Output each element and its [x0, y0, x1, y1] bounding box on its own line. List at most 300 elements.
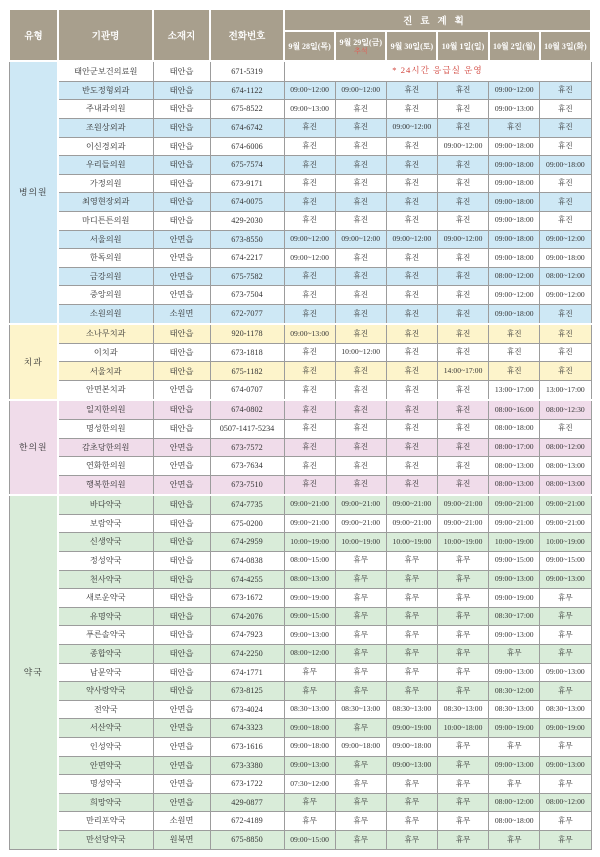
time-cell: 휴진: [386, 362, 437, 381]
time-cell: 09:00~18:00: [284, 737, 335, 756]
date-header-2: [386, 31, 437, 61]
name-cell: 유명약국: [58, 607, 153, 626]
time-cell: 휴진: [386, 324, 437, 343]
time-cell: 09:00~13:00: [540, 663, 591, 682]
section-type-cell: 치과: [9, 324, 58, 400]
time-cell: 09:00~12:00: [437, 230, 488, 249]
date-header-0: [284, 31, 335, 61]
time-cell: 휴진: [335, 100, 386, 119]
time-cell: 휴진: [386, 137, 437, 156]
time-cell: 휴무: [386, 682, 437, 701]
name-cell: 우리들의원: [58, 156, 153, 175]
time-cell: 07:30~12:00: [284, 775, 335, 794]
time-cell: 휴진: [284, 420, 335, 439]
phone-cell: 674-6006: [210, 137, 284, 156]
name-cell: 신생약국: [58, 533, 153, 552]
name-cell: 최영현장외과: [58, 193, 153, 212]
time-cell: 휴무: [437, 737, 488, 756]
time-cell: 휴진: [284, 381, 335, 400]
time-cell: 10:00~19:00: [540, 533, 591, 552]
name-cell: 인성약국: [58, 737, 153, 756]
time-cell: 휴무: [335, 644, 386, 663]
time-cell: 휴진: [386, 174, 437, 193]
time-cell: 휴진: [386, 81, 437, 100]
name-cell: 반도정형외과: [58, 81, 153, 100]
time-cell: 휴무: [386, 607, 437, 626]
time-cell: 휴무: [335, 830, 386, 849]
location-cell: 태안읍: [153, 137, 210, 156]
phone-cell: 674-2250: [210, 644, 284, 663]
time-cell: 휴무: [540, 682, 591, 701]
time-cell: 09:00~18:00: [540, 156, 591, 175]
time-cell: 09:00~12:00: [284, 81, 335, 100]
time-cell: 휴무: [489, 830, 540, 849]
time-cell: 10:00~19:00: [335, 533, 386, 552]
phone-cell: 920-1178: [210, 324, 284, 343]
time-cell: 휴진: [437, 81, 488, 100]
name-cell: 소나무치과: [58, 324, 153, 343]
location-cell: 안면읍: [153, 475, 210, 494]
time-cell: 09:00~18:00: [284, 719, 335, 738]
time-cell: 휴진: [540, 193, 591, 212]
table-row: [9, 156, 591, 175]
time-cell: 휴무: [437, 756, 488, 775]
time-cell: 휴무: [437, 626, 488, 645]
time-cell: 휴무: [335, 775, 386, 794]
location-cell: 태안읍: [153, 420, 210, 439]
location-cell: 안면읍: [153, 793, 210, 812]
phone-cell: 673-1722: [210, 775, 284, 794]
table-row: [9, 81, 591, 100]
time-cell: 09:00~18:00: [489, 193, 540, 212]
time-cell: 09:00~21:00: [284, 514, 335, 533]
time-cell: 휴진: [335, 156, 386, 175]
col-header-location: 소재지: [153, 9, 210, 61]
table-header: [9, 9, 591, 61]
time-cell: 휴진: [284, 174, 335, 193]
phone-cell: 429-0877: [210, 793, 284, 812]
section-type-cell: 약국: [9, 495, 58, 850]
schedule-table: [8, 8, 592, 850]
location-cell: 태안읍: [153, 100, 210, 119]
col-header-type: 유형: [9, 9, 58, 61]
time-cell: 08:30~13:00: [437, 700, 488, 719]
table-row: [9, 644, 591, 663]
location-cell: 태안읍: [153, 81, 210, 100]
phone-cell: 675-8522: [210, 100, 284, 119]
name-cell: 푸른솔약국: [58, 626, 153, 645]
time-cell: 13:00~17:00: [540, 381, 591, 400]
time-cell: 휴무: [437, 830, 488, 849]
time-cell: 휴무: [437, 589, 488, 608]
phone-cell: 673-3380: [210, 756, 284, 775]
table-row: [9, 230, 591, 249]
time-cell: 09:00~15:00: [489, 551, 540, 570]
time-cell: 휴진: [386, 249, 437, 268]
time-cell: 휴무: [284, 663, 335, 682]
time-cell: 휴진: [335, 420, 386, 439]
time-cell: 휴무: [335, 626, 386, 645]
time-cell: 휴무: [540, 644, 591, 663]
time-cell: 휴무: [437, 551, 488, 570]
time-cell: 09:00~18:00: [540, 249, 591, 268]
time-cell: 휴진: [437, 249, 488, 268]
time-cell: 휴진: [335, 174, 386, 193]
time-cell: 휴진: [335, 118, 386, 137]
time-cell: 09:00~13:00: [489, 663, 540, 682]
time-cell: 09:00~12:00: [540, 286, 591, 305]
header-row-top: [9, 9, 591, 31]
time-cell: 09:00~19:00: [386, 719, 437, 738]
time-cell: 휴진: [386, 156, 437, 175]
time-cell: 09:00~12:00: [284, 230, 335, 249]
time-cell: 휴무: [386, 644, 437, 663]
time-cell: 휴진: [489, 343, 540, 362]
location-cell: 안면읍: [153, 438, 210, 457]
table-row: [9, 438, 591, 457]
time-cell: 휴무: [540, 830, 591, 849]
time-cell: 휴진: [540, 100, 591, 119]
name-cell: 중앙의원: [58, 286, 153, 305]
time-cell: 09:00~18:00: [489, 174, 540, 193]
location-cell: 태안읍: [153, 362, 210, 381]
time-cell: 휴무: [335, 570, 386, 589]
table-row: [9, 420, 591, 439]
time-cell: 08:30~13:00: [489, 700, 540, 719]
phone-cell: 674-1122: [210, 81, 284, 100]
time-cell: 09:00~21:00: [335, 514, 386, 533]
phone-cell: 673-1616: [210, 737, 284, 756]
time-cell: 휴진: [540, 343, 591, 362]
name-cell: 감초당한의원: [58, 438, 153, 457]
time-cell: 휴진: [335, 249, 386, 268]
location-cell: 소원면: [153, 812, 210, 831]
time-cell: 09:00~13:00: [489, 756, 540, 775]
name-cell: 서울치과: [58, 362, 153, 381]
location-cell: 태안읍: [153, 514, 210, 533]
time-cell: 휴진: [386, 381, 437, 400]
time-cell: 09:00~13:00: [386, 756, 437, 775]
location-cell: 태안읍: [153, 118, 210, 137]
time-cell: 휴진: [335, 137, 386, 156]
date-header-4: [489, 31, 540, 61]
name-cell: 소원의원: [58, 304, 153, 323]
time-cell: 휴무: [335, 551, 386, 570]
time-cell: 휴무: [335, 756, 386, 775]
time-cell: 08:30~12:00: [489, 682, 540, 701]
table-row: [9, 533, 591, 552]
phone-cell: 673-7572: [210, 438, 284, 457]
time-cell: 14:00~17:00: [437, 362, 488, 381]
phone-cell: 674-2076: [210, 607, 284, 626]
table-row: [9, 193, 591, 212]
name-cell: 가정의원: [58, 174, 153, 193]
location-cell: 안면읍: [153, 719, 210, 738]
time-cell: 휴진: [335, 381, 386, 400]
name-cell: 안면약국: [58, 756, 153, 775]
name-cell: 마디튼튼의원: [58, 211, 153, 230]
col-header-phone: 전화번호: [210, 9, 284, 61]
time-cell: 휴진: [386, 193, 437, 212]
location-cell: 태안읍: [153, 400, 210, 419]
time-cell: 휴진: [386, 304, 437, 323]
time-cell: 휴진: [437, 324, 488, 343]
section-type-cell: 한의원: [9, 400, 58, 495]
time-cell: 09:00~21:00: [437, 495, 488, 514]
location-cell: 안면읍: [153, 230, 210, 249]
phone-cell: 674-0707: [210, 381, 284, 400]
time-cell: 10:00~19:00: [489, 533, 540, 552]
location-cell: 안면읍: [153, 700, 210, 719]
time-cell: 09:00~15:00: [284, 830, 335, 849]
time-cell: 휴진: [284, 362, 335, 381]
name-cell: 이신경외과: [58, 137, 153, 156]
time-cell: 09:00~18:00: [489, 249, 540, 268]
time-cell: 09:00~18:00: [335, 737, 386, 756]
time-cell: 09:00~12:00: [386, 118, 437, 137]
time-cell: 휴무: [335, 682, 386, 701]
name-cell: 일지한의원: [58, 400, 153, 419]
name-cell: 한독의원: [58, 249, 153, 268]
time-cell: 휴진: [437, 343, 488, 362]
time-cell: 09:00~12:00: [540, 230, 591, 249]
name-cell: 태안군보건의료원: [58, 61, 153, 81]
phone-cell: 675-8850: [210, 830, 284, 849]
location-cell: 안면읍: [153, 756, 210, 775]
time-cell: 09:00~19:00: [284, 589, 335, 608]
time-cell: 08:30~13:00: [540, 700, 591, 719]
time-cell: 09:00~18:00: [489, 304, 540, 323]
phone-cell: 673-7634: [210, 457, 284, 476]
time-cell: 08:00~12:00: [540, 793, 591, 812]
time-cell: 휴무: [335, 589, 386, 608]
time-cell: 09:00~19:00: [489, 589, 540, 608]
section-type-cell: 병의원: [9, 61, 58, 324]
name-cell: 천사약국: [58, 570, 153, 589]
time-cell: 09:00~12:00: [335, 230, 386, 249]
phone-cell: 674-0838: [210, 551, 284, 570]
time-cell: 08:00~12:30: [540, 400, 591, 419]
time-cell: 휴진: [335, 267, 386, 286]
time-cell: 08:00~12:00: [489, 793, 540, 812]
time-cell: 휴진: [489, 362, 540, 381]
time-cell: 09:00~13:00: [540, 756, 591, 775]
time-cell: 휴진: [437, 420, 488, 439]
table-row: [9, 737, 591, 756]
table-row: [9, 137, 591, 156]
phone-cell: 671-5319: [210, 61, 284, 81]
time-cell: 휴진: [335, 304, 386, 323]
time-cell: 휴진: [437, 304, 488, 323]
time-cell: 09:00~13:00: [284, 756, 335, 775]
time-cell: 08:00~13:00: [540, 475, 591, 494]
location-cell: 안면읍: [153, 381, 210, 400]
table-row: [9, 514, 591, 533]
table-row: [9, 100, 591, 119]
name-cell: 연화한의원: [58, 457, 153, 476]
time-cell: 휴진: [335, 286, 386, 305]
phone-cell: 674-0802: [210, 400, 284, 419]
time-cell: 09:00~21:00: [540, 495, 591, 514]
time-cell: 08:30~17:00: [489, 607, 540, 626]
table-row: [9, 286, 591, 305]
name-cell: 만리포약국: [58, 812, 153, 831]
date-header-1: [335, 31, 386, 61]
phone-cell: 674-7923: [210, 626, 284, 645]
phone-cell: 673-9171: [210, 174, 284, 193]
time-cell: 08:00~15:00: [284, 551, 335, 570]
time-cell: 08:30~13:00: [284, 700, 335, 719]
time-cell: 09:00~21:00: [386, 495, 437, 514]
date-header-3: [437, 31, 488, 61]
table-row: [9, 589, 591, 608]
table-row: [9, 400, 591, 419]
time-cell: 휴진: [437, 457, 488, 476]
table-row: [9, 551, 591, 570]
phone-cell: 673-8550: [210, 230, 284, 249]
time-cell: 09:00~12:00: [489, 286, 540, 305]
time-cell: 10:00~19:00: [386, 533, 437, 552]
time-cell: 휴진: [437, 118, 488, 137]
phone-cell: 675-1182: [210, 362, 284, 381]
time-cell: 휴무: [437, 793, 488, 812]
name-cell: 정성약국: [58, 551, 153, 570]
time-cell: 휴진: [284, 137, 335, 156]
name-cell: 서울의원: [58, 230, 153, 249]
phone-cell: 674-7735: [210, 495, 284, 514]
table-row: [9, 475, 591, 494]
phone-cell: 429-2030: [210, 211, 284, 230]
name-cell: 조원상외과: [58, 118, 153, 137]
time-cell: 13:00~17:00: [489, 381, 540, 400]
time-cell: 휴무: [335, 812, 386, 831]
table-row: [9, 381, 591, 400]
table-row: [9, 682, 591, 701]
phone-cell: 673-7504: [210, 286, 284, 305]
time-cell: 휴무: [335, 607, 386, 626]
time-cell: 휴진: [540, 81, 591, 100]
time-cell: 휴진: [437, 193, 488, 212]
table-row: [9, 457, 591, 476]
time-cell: 휴진: [335, 400, 386, 419]
table-row: [9, 812, 591, 831]
location-cell: 태안읍: [153, 495, 210, 514]
phone-cell: 673-7510: [210, 475, 284, 494]
time-cell: 휴진: [284, 475, 335, 494]
table-row: [9, 211, 591, 230]
time-cell: 휴진: [284, 193, 335, 212]
phone-cell: 0507-1417-5234: [210, 420, 284, 439]
time-cell: 09:00~12:00: [489, 81, 540, 100]
table-row: [9, 267, 591, 286]
time-cell: 휴무: [437, 570, 488, 589]
time-cell: 휴진: [335, 438, 386, 457]
time-cell: 09:00~13:00: [489, 100, 540, 119]
location-cell: 태안읍: [153, 682, 210, 701]
table-row: [9, 324, 591, 343]
date-label: 9월 30일(토): [390, 41, 434, 51]
time-cell: 08:00~13:00: [489, 475, 540, 494]
time-cell: 08:00~12:00: [284, 644, 335, 663]
phone-cell: 675-7582: [210, 267, 284, 286]
time-cell: 휴진: [386, 343, 437, 362]
table-row: [9, 793, 591, 812]
name-cell: 종합약국: [58, 644, 153, 663]
time-cell: 09:00~13:00: [284, 626, 335, 645]
time-cell: 휴무: [540, 589, 591, 608]
time-cell: 휴진: [284, 343, 335, 362]
location-cell: 태안읍: [153, 343, 210, 362]
time-cell: 휴무: [437, 775, 488, 794]
time-cell: 휴진: [437, 381, 488, 400]
time-cell: 09:00~12:00: [386, 230, 437, 249]
time-cell: 휴무: [386, 830, 437, 849]
time-cell: 휴진: [284, 304, 335, 323]
time-cell: 휴진: [386, 475, 437, 494]
name-cell: 안면본치과: [58, 381, 153, 400]
note-cell: * 24시간 응급실 운영: [284, 61, 591, 81]
location-cell: 태안읍: [153, 193, 210, 212]
time-cell: 휴무: [489, 775, 540, 794]
table-row: [9, 304, 591, 323]
time-cell: 휴무: [335, 719, 386, 738]
time-cell: 휴무: [284, 812, 335, 831]
phone-cell: 673-1818: [210, 343, 284, 362]
time-cell: 09:00~21:00: [335, 495, 386, 514]
table-row: [9, 626, 591, 645]
time-cell: 10:00~19:00: [284, 533, 335, 552]
holiday-badge: 추석: [353, 46, 368, 55]
time-cell: 휴진: [335, 324, 386, 343]
time-cell: 09:00~12:00: [437, 137, 488, 156]
time-cell: 휴진: [437, 438, 488, 457]
location-cell: 안면읍: [153, 249, 210, 268]
phone-cell: 674-1771: [210, 663, 284, 682]
time-cell: 휴무: [386, 570, 437, 589]
time-cell: 휴진: [437, 174, 488, 193]
time-cell: 09:00~13:00: [489, 626, 540, 645]
time-cell: 휴진: [437, 475, 488, 494]
time-cell: 휴무: [540, 812, 591, 831]
time-cell: 09:00~21:00: [540, 514, 591, 533]
time-cell: 휴진: [284, 438, 335, 457]
time-cell: 휴진: [386, 400, 437, 419]
time-cell: 08:00~16:00: [489, 400, 540, 419]
time-cell: 휴무: [386, 551, 437, 570]
time-cell: 휴무: [437, 812, 488, 831]
time-cell: 휴진: [386, 286, 437, 305]
name-cell: 주내과의원: [58, 100, 153, 119]
table-row: [9, 495, 591, 514]
time-cell: 휴진: [335, 193, 386, 212]
table-row: [9, 174, 591, 193]
table-row: [9, 663, 591, 682]
name-cell: 약사랑약국: [58, 682, 153, 701]
name-cell: 만선당약국: [58, 830, 153, 849]
location-cell: 태안읍: [153, 551, 210, 570]
time-cell: 09:00~18:00: [489, 230, 540, 249]
phone-cell: 675-7574: [210, 156, 284, 175]
time-cell: 휴무: [386, 775, 437, 794]
location-cell: 태안읍: [153, 156, 210, 175]
time-cell: 08:00~12:00: [489, 267, 540, 286]
time-cell: 08:00~13:00: [489, 457, 540, 476]
time-cell: 09:00~21:00: [489, 495, 540, 514]
phone-cell: 674-4255: [210, 570, 284, 589]
time-cell: 09:00~21:00: [284, 495, 335, 514]
table-row: [9, 249, 591, 268]
time-cell: 휴무: [437, 607, 488, 626]
